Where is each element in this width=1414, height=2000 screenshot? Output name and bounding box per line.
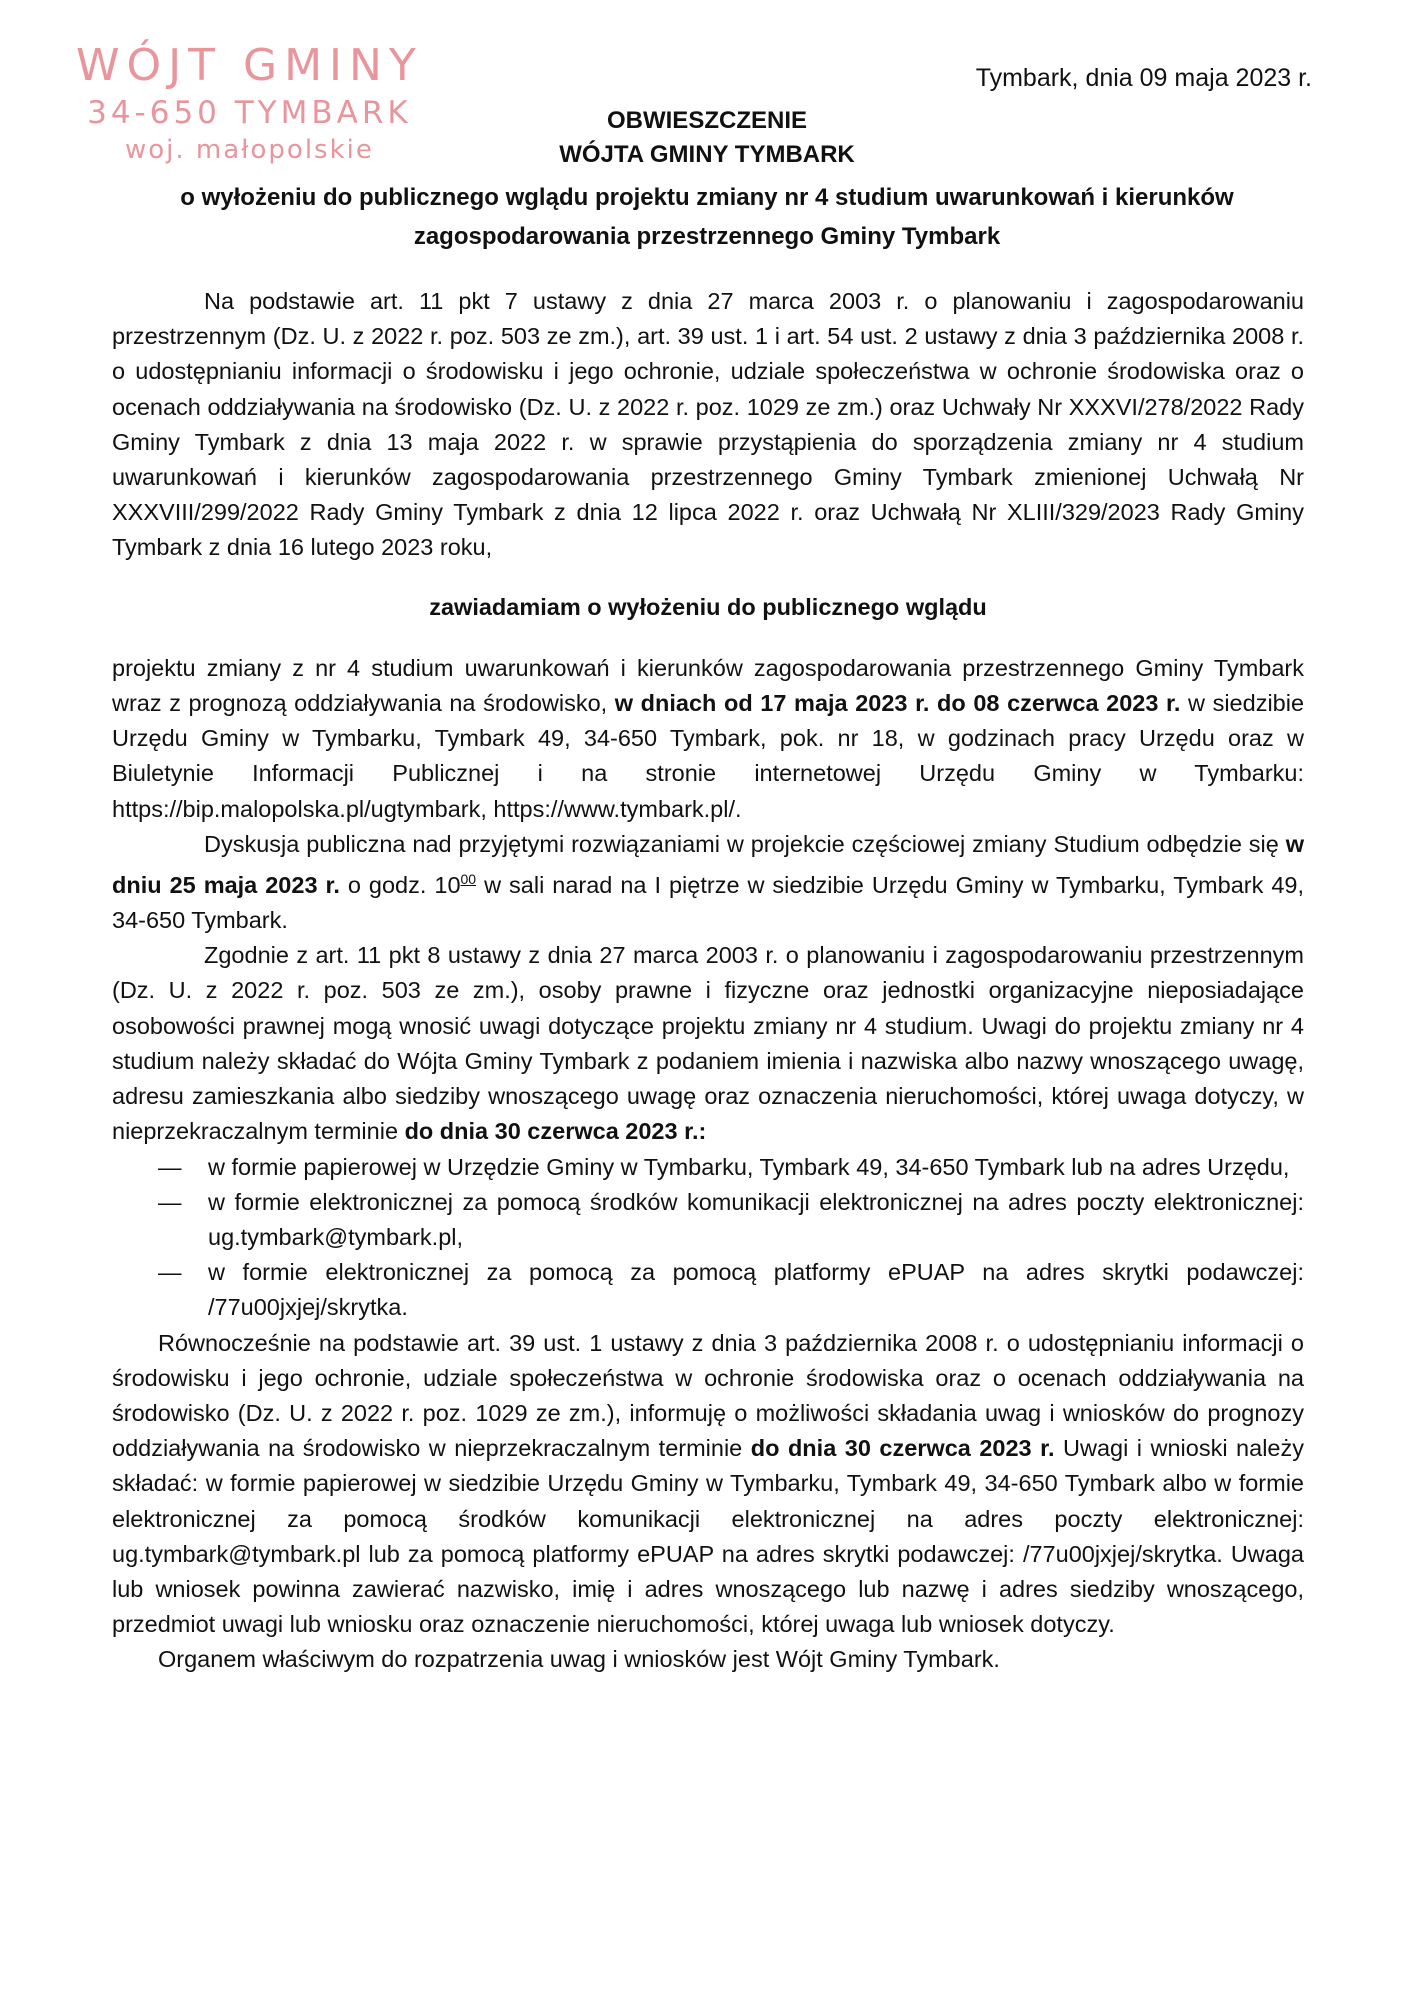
heading-issuer: WÓJTA GMINY TYMBARK: [559, 141, 855, 168]
discussion-date: w dniu 25 maja 2023 r.: [112, 830, 1305, 898]
forecast-text-a: Równocześnie na podstawie art. 39 ust. 1 ustawy z dnia 3 października 2008 r. o udostępnianiu informacji o środowisku i jego ochronie, udziale społeczeństwa w ochronie środowiska oraz o ocenach oddziaływania na środowisko (Dz. U. z 2022 r. poz. 1029 ze zm.), informuję o możliwości składania uwag i wniosków do prognozy oddziaływania na środowisko w nieprzekraczalnym terminie: [112, 1329, 1304, 1462]
list-item: — w formie elektronicznej za pomocą za pomocą platformy ePUAP na adres skrytki podawczej: /77u00jxjej/skrytka.: [112, 1255, 1304, 1325]
discussion-text-d: w sali narad na I piętrze w siedzibie Urzędu Gminy w Tymbarku, Tymbark 49, 34-650 Tymbark.: [112, 871, 1304, 934]
list-item: — w formie papierowej w Urzędzie Gminy w Tymbarku, Tymbark 49, 34-650 Tymbark lub na adres Urzędu,: [112, 1150, 1304, 1185]
discussion-time-minutes: 00: [460, 871, 477, 888]
stamp-line-1: WÓJT GMINY: [76, 40, 423, 91]
exhibition-text-c: w siedzibie Urzędu Gminy w Tymbarku, Tymbark 49, 34-650 Tymbark, pok. nr 18, w godzinach pracy Urzędu oraz w Biuletynie Informacji Publicznej i na stronie internetowej Urzędu Gminy w Tymbarku: https://bip.malopolska.pl/ugtymbark, https://www.tymbark.pl/.: [112, 690, 1305, 822]
exhibition-dates: w dniach od 17 maja 2023 r. do 08 czerwca 2023 r.: [614, 690, 1181, 717]
exhibition-text-a: projektu zmiany z nr 4 studium uwarunkowań i kierunków zagospodarowania przestrzennego Gminy Tymbark wraz z prognozą oddziaływania na środowisko,: [112, 654, 1304, 717]
submission-methods-list: [112, 1150, 1304, 1326]
heading-subtitle-2: zagospodarowania przestrzennego Gminy Tymbark: [413, 223, 1001, 250]
discussion-time: o godz. 10: [347, 871, 461, 898]
list-item: — w formie elektronicznej za pomocą środków komunikacji elektronicznej na adres poczty elektronicznej: ug.tymbark@tymbark.pl,: [112, 1185, 1304, 1255]
discussion-paragraph: [112, 827, 1304, 938]
document-heading: [110, 104, 1304, 254]
remarks-paragraph: [112, 938, 1304, 1149]
heading-subtitle-1: o wyłożeniu do publicznego wglądu projektu zmiany nr 4 studium uwarunkowań i kierunków: [180, 184, 1234, 211]
legal-basis-paragraph: Na podstawie art. 11 pkt 7 ustawy z dnia 27 marca 2003 r. o planowaniu i zagospodarowaniu przestrzennym (Dz. U. z 2022 r. poz. 503 ze zm.), art. 39 ust. 1 i art. 54 ust. 2 ustawy z dnia 3 października 2008 r. o udostępnianiu informacji o środowisku i jego ochronie, udziale społeczeństwa w ochronie środowiska oraz o ocenach oddziaływania na środowisko (Dz. U. z 2022 r. poz. 1029 ze zm.) oraz Uchwały Nr XXXVI/278/2022 Rady Gminy Tymbark z dnia 13 maja 2022 r. w sprawie przystąpienia do sporządzenia zmiany nr 4 studium uwarunkowań i kierunków zagospodarowania przestrzennego Gminy Tymbark zmienionej Uchwałą Nr XXXVIII/299/2022 Rady Gminy Tymbark z dnia 12 lipca 2022 r. oraz Uchwałą Nr XLIII/329/2023 Rady Gminy Tymbark z dnia 16 lutego 2023 roku,: [112, 288, 1304, 561]
forecast-paragraph: [112, 1326, 1304, 1643]
discussion-text-a: Dyskusja publiczna nad przyjętymi rozwiązaniami w projekcie częściowej zmiany Studium odbędzie się: [204, 830, 1279, 857]
document-date: Tymbark, dnia 09 maja 2023 r.: [975, 64, 1312, 92]
forecast-deadline: do dnia 30 czerwca 2023 r.: [750, 1435, 1055, 1462]
forecast-text-c: Uwagi i wnioski należy składać: w formie papierowej w siedzibie Urzędu Gminy w Tymbarku, Tymbark 49, 34-650 Tymbark albo w formie elektronicznej za pomocą środków komunikacji elektronicznej na adres poczty elektronicznej: ug.tymbark@tymbark.pl lub za pomocą platformy ePUAP na adres skrytki podawczej: /77u00jxjej/skrytka. Uwaga lub wniosek powinna zawierać nazwisko, imię i adres wnoszącego lub nazwę i adres siedziby wnoszącego, przedmiot uwagi lub wniosku oraz oznaczenie nieruchomości, której uwaga lub wniosek dotyczy.: [112, 1435, 1304, 1638]
remarks-text-a: Zgodnie z art. 11 pkt 8 ustawy z dnia 27 marca 2003 r. o planowaniu i zagospodarowaniu przestrzennym (Dz. U. z 2022 r. poz. 503 ze zm.), osoby prawne i fizyczne oraz jednostki organizacyjne nieposiadające osobowości prawnej mogą wnosić uwagi dotyczące projektu zmiany nr 4 studium. Uwagi do projektu zmiany nr 4 studium należy składać do Wójta Gminy Tymbark z podaniem imienia i nazwiska albo nazwy wnoszącego uwagę, adresu zamieszkania albo siedziby wnoszącego uwagę oraz oznaczenia nieruchomości, której uwaga dotyczy, w nieprzekraczalnym terminie: [112, 942, 1304, 1145]
announcement-line: zawiadamiam o wyłożeniu do publicznego wglądu: [429, 593, 987, 620]
stamp-line-3: woj. małopolskie: [124, 135, 374, 165]
heading-title: OBWIESZCZENIE: [606, 107, 807, 134]
stamp-line-2: 34-650 TYMBARK: [87, 95, 412, 131]
document-body: [112, 284, 1304, 1678]
exhibition-paragraph: [112, 651, 1304, 827]
authority-paragraph: Organem właściwym do rozpatrzenia uwag i wniosków jest Wójt Gminy Tymbark.: [158, 1646, 1000, 1673]
remarks-deadline: do dnia 30 czerwca 2023 r.:: [404, 1118, 707, 1145]
